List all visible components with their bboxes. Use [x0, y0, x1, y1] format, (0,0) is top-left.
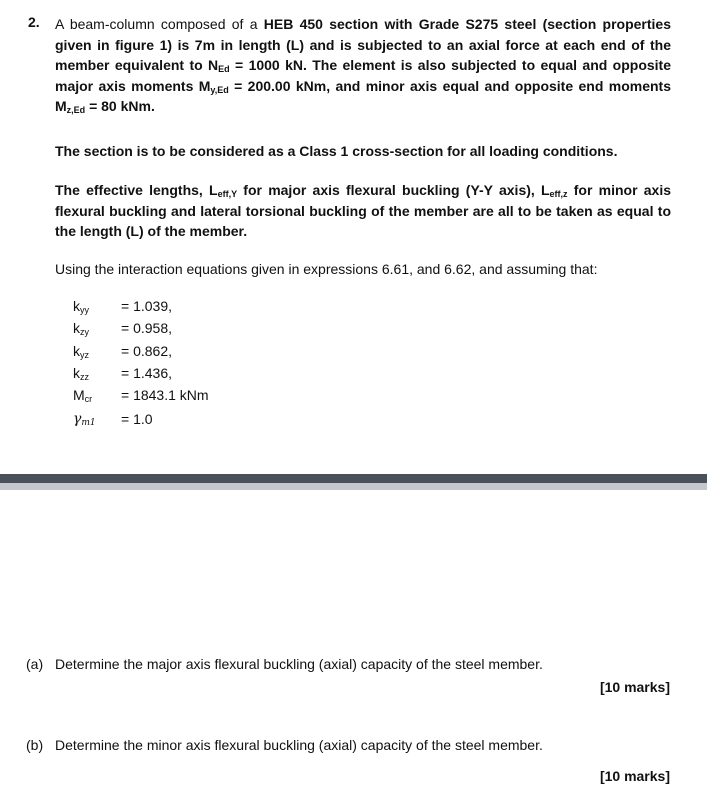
eff-text-3: for minor axis flexural buckling and lateral torsional buckling of the member are all to be taken as equal to the length (L) of the member.	[55, 182, 671, 239]
coefficient-symbol: $k_{yz}$	[73, 343, 89, 360]
eff-sub-2: eff,z	[549, 189, 568, 199]
intro-sub-z-ed: z,Ed	[66, 105, 86, 115]
intro-text-4: = 200.00 kNm, and minor axis equal and opposite end moments M	[55, 77, 671, 114]
coefficient-row	[55, 320, 355, 340]
intro-sub-ed: Ed	[218, 64, 230, 74]
coefficient-symbol: $k_{zz}$	[73, 365, 89, 382]
part-text: Determine the minor axis flexural buckling (axial) capacity of the steel member.	[55, 737, 543, 753]
coefficient-value: = 1.0	[121, 411, 153, 427]
coefficient-value: = 1.039,	[121, 298, 172, 314]
part-text: Determine the major axis flexural buckling (axial) capacity of the steel member.	[55, 656, 543, 672]
coefficient-row	[55, 411, 355, 431]
effective-lengths-paragraph	[55, 180, 671, 242]
intro-text-3: = 1000 kN. The element is also subjected to equal and opposite major axis moments M	[55, 57, 672, 94]
coefficient-row	[55, 387, 355, 407]
eff-text-2: for major axis flexural buckling (Y-Y axis), L	[237, 182, 550, 198]
page-divider	[0, 474, 707, 483]
intro-paragraph	[55, 14, 671, 117]
intro-sub-y-ed: y,Ed	[210, 84, 229, 95]
interaction-text: Using the interaction equations given in expressions 6.61, and 6.62, and assuming that:	[55, 261, 598, 277]
question-part-a	[26, 656, 543, 672]
question-part-b	[26, 737, 543, 753]
coefficient-value: = 0.862,	[121, 343, 172, 359]
coefficient-row	[55, 298, 355, 318]
intro-text-1: A beam-column composed of a	[55, 16, 264, 32]
question-number: 2.	[28, 14, 40, 30]
coefficient-symbol: $\gamma_{m1}$	[73, 411, 96, 428]
coefficient-row	[55, 343, 355, 363]
coefficient-symbol: $k_{yy}$	[73, 298, 89, 315]
intro-text-2: HEB 450 section with Grade S275 steel (section properties given in figure 1) is 7m in length (L) and is subjected to an axial force at each end of the member equivalent to N	[55, 16, 672, 73]
coefficient-value: = 1843.1 kNm	[121, 387, 209, 403]
coefficient-value: = 1.436,	[121, 365, 172, 381]
coefficient-symbol: $M_{cr}$	[73, 387, 93, 404]
page-divider-shadow	[0, 483, 707, 490]
class-statement: The section is to be considered as a Class 1 cross-section for all loading conditions.	[55, 143, 618, 159]
part-label: (b)	[26, 737, 44, 753]
coefficient-symbol: $k_{zy}$	[73, 320, 89, 337]
coefficient-value: = 0.958,	[121, 320, 172, 336]
marks-label: [10 marks]	[599, 679, 670, 695]
coefficient-row	[55, 365, 355, 385]
eff-text-1: The effective lengths, L	[55, 182, 218, 198]
intro-text-5: = 80 kNm.	[85, 98, 155, 114]
marks-label: [10 marks]	[599, 768, 670, 784]
eff-sub-1: eff,Y	[217, 189, 238, 199]
part-label: (a)	[26, 656, 44, 672]
